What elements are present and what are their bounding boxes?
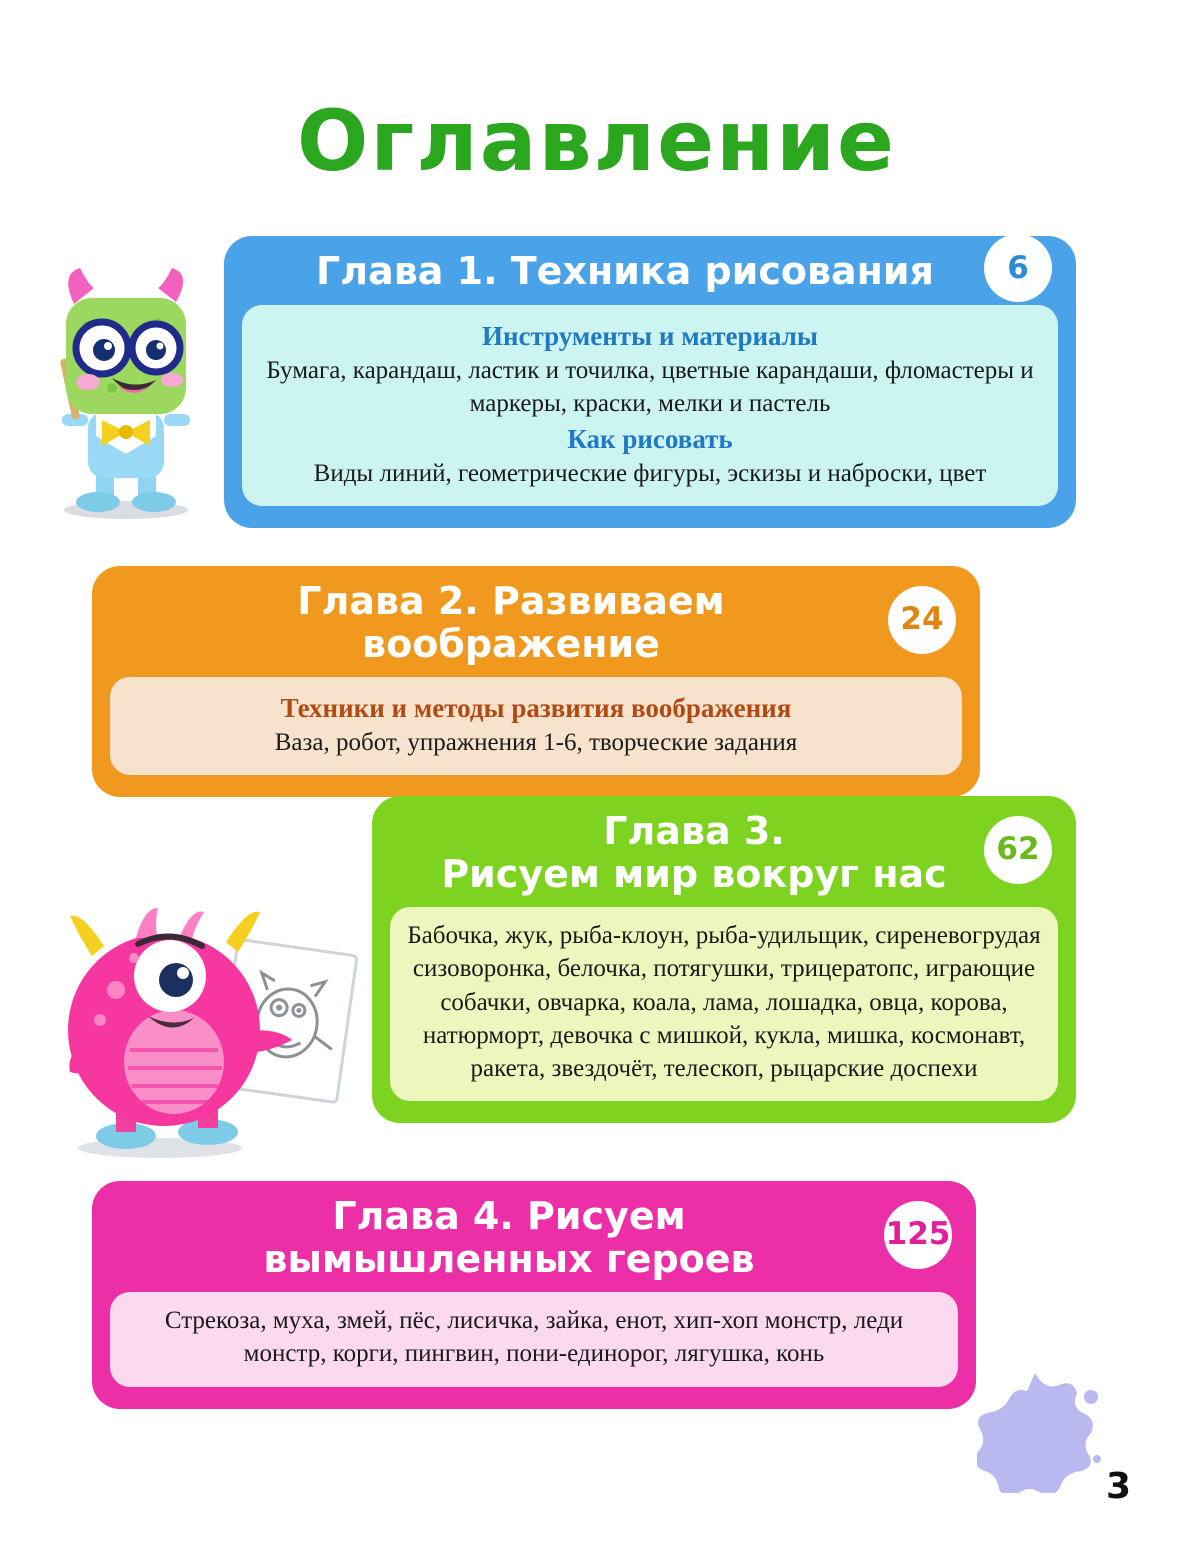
chapter-3-sections — [390, 907, 1058, 1101]
chapter-card-3[interactable] — [372, 796, 1076, 1123]
section-title: Как рисовать — [567, 424, 733, 455]
chapter-4-heading-line1: Глава 4. Рисуем — [332, 1194, 686, 1238]
chapter-1-sections — [242, 305, 1058, 507]
pink-monster-with-drawing — [30, 880, 370, 1160]
page-title — [0, 92, 1193, 190]
chapter-1-heading-text: Глава 1. Техника рисования — [316, 249, 934, 293]
section-text: Стрекоза, муха, змей, пёс, лисичка, зайка, енот, хип-хоп монстр, леди монстр, корги, пингвин, пони-единорог, лягушка, конь — [164, 1307, 904, 1368]
section-title: Техники и методы развития воображения — [280, 693, 792, 724]
green-monster-with-brush — [26, 262, 226, 522]
chapter-card-1[interactable] — [224, 236, 1076, 528]
section-title: Инструменты и материалы — [481, 320, 819, 351]
section-text: Ваза, робот, упражнения 1-6, творческие задания — [274, 729, 798, 757]
chapter-card-2[interactable] — [92, 566, 980, 797]
chapter-4-heading — [92, 1181, 976, 1288]
chapter-3-page-badge[interactable]: 62 — [984, 816, 1052, 884]
chapter-2-sections — [110, 677, 962, 775]
chapter-1-heading — [224, 236, 1076, 301]
chapter-4-heading-line2: вымышленных героев — [263, 1236, 755, 1281]
section-text: Бумага, карандаш, ластик и точилка, цветные карандаши, фломастеры и маркеры, краски, мелки и пастель — [266, 356, 1034, 417]
chapter-2-page-badge[interactable]: 24 — [888, 586, 956, 654]
page-number: 3 — [1105, 1466, 1131, 1507]
chapter-card-4[interactable] — [92, 1181, 976, 1409]
page-title-text: Оглавление — [296, 92, 897, 190]
chapter-2-heading — [92, 566, 980, 673]
chapter-2-heading-text: Глава 2. Развиваем воображение — [297, 579, 725, 666]
paint-splat-icon — [977, 1363, 1107, 1493]
chapter-3-heading-line1: Глава 3. — [603, 809, 785, 853]
chapter-3-heading-line2: Рисуем мир вокруг нас — [441, 851, 947, 896]
chapter-4-sections — [110, 1292, 958, 1387]
chapter-3-heading — [372, 796, 1076, 903]
chapter-1-page-badge[interactable]: 6 — [984, 234, 1052, 302]
chapter-4-page-badge[interactable]: 125 — [884, 1201, 952, 1269]
section-text: Бабочка, жук, рыба-клоун, рыба-удильщик, сиреневогрудая сизоворонка, белочка, потягушки, трицератопс, играющие собачки, овчарка, коала, лама, лошадка, овца, корова, натюрморт, девочка с мишкой, кукла, мишка, космонавт, ракета, звездочёт, телескоп, рыцарские доспехи — [407, 922, 1041, 1083]
section-text: Виды линий, геометрические фигуры, эскизы и наброски, цвет — [313, 460, 987, 488]
